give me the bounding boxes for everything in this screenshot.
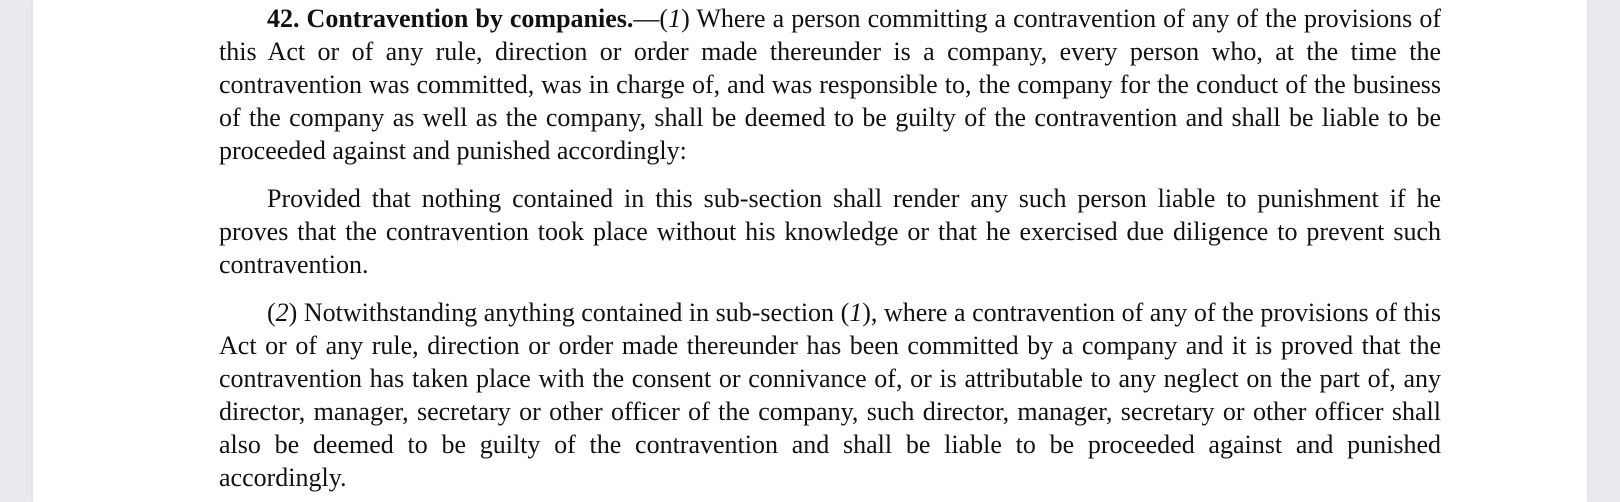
subsection-1-text: Where a person committing a contravention of any of the provisions of this Act or of any rule, direction or order made thereunder is a company, every person who, at the time the contravention was committed, was in charge of, and was responsible to, the company for the conduct of the business of the company as well as the company, shall be deemed to be guilty of the contravention and shall be liable to be proceeded against and punished accordingly:: [219, 4, 1441, 165]
subsection-2-open-paren: (: [267, 298, 276, 327]
subsection-1-open-paren: (: [659, 4, 669, 33]
subsection-2-paragraph: [219, 296, 1441, 494]
proviso-paragraph: [219, 182, 1441, 281]
section-heading: 42. Contravention by companies.: [267, 4, 634, 33]
subsection-2-number: 2: [275, 298, 289, 327]
em-dash: —: [633, 4, 660, 33]
proviso-text: Provided that nothing contained in this sub-section shall render any such person liable to punishment if he proves that the contravention took place without his knowledge or that he exercised due diligence to prevent such contravention.: [219, 184, 1441, 279]
subsection-1-number: 1: [668, 4, 682, 33]
subsection-1-paragraph: [219, 2, 1441, 167]
subsection-1-reference: 1: [849, 298, 863, 327]
section-42-text: [219, 2, 1441, 494]
subsection-2-text-a: ) Notwithstanding anything contained in sub-section (: [288, 298, 850, 327]
subsection-2-text-b: ), where a contravention of any of the provisions of this Act or of any rule, direction or order made thereunder has been committed by a company and it is proved that the contravention has taken place with the consent or connivance of, or is attributable to any neglect on the part of, any director, manager, secretary or other officer of the company, such director, manager, secretary or other officer shall also be deemed to be guilty of the contravention and shall be liable to be proceeded against and punished accordingly.: [219, 298, 1441, 492]
subsection-1-close-paren: ): [681, 4, 690, 33]
document-page: [33, 0, 1587, 502]
